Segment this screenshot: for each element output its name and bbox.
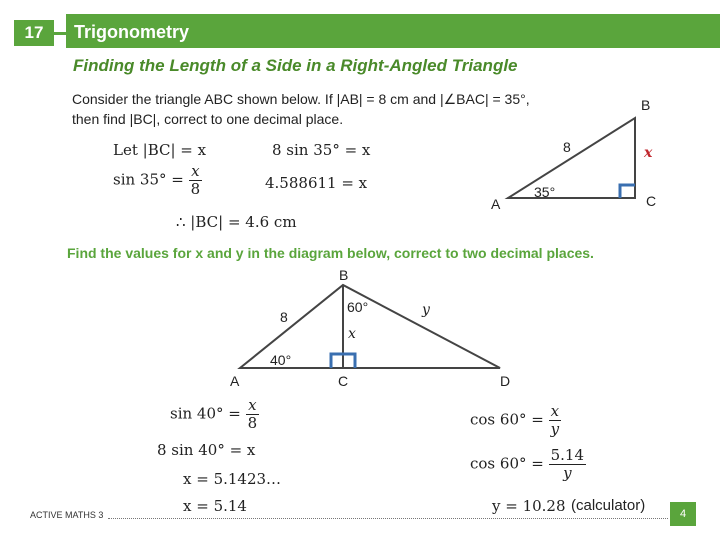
page-number-badge: 4 xyxy=(670,502,696,526)
tri2-label-x: x xyxy=(348,326,356,342)
sin40-equation xyxy=(170,397,259,432)
tri2-label-d: D xyxy=(500,373,511,389)
triangle1-shape xyxy=(508,118,635,198)
step-8sin40: 8 sin 40° = x xyxy=(157,441,256,459)
sin40-denominator: 8 xyxy=(247,414,258,432)
cos60-numerator-1: x xyxy=(549,403,561,421)
section-subtitle: Finding the Length of a Side in a Right-Angled Triangle xyxy=(73,56,518,75)
tri2-label-c: C xyxy=(338,373,349,389)
tri2-label-b: B xyxy=(339,267,349,283)
cos60-numerator-2: 5.14 xyxy=(550,446,585,464)
cos60-fraction-1 xyxy=(549,403,561,438)
tri1-label-unknown: x xyxy=(644,145,653,161)
sin40-numerator: x xyxy=(246,397,260,415)
fraction xyxy=(189,163,203,198)
tri2-label-angle-b: 60° xyxy=(347,299,369,315)
sin40-fraction xyxy=(246,397,260,432)
sin35-left: sin 35° = xyxy=(113,170,184,189)
step-x-5-14: x = 5.14 xyxy=(183,497,247,515)
sin35-equation xyxy=(113,163,202,198)
chapter-number: 17 xyxy=(14,20,54,46)
header-title: Trigonometry xyxy=(74,22,190,42)
fraction-numerator: x xyxy=(189,163,203,181)
footer-book-title: ACTIVE MATHS 3 xyxy=(30,510,104,520)
tri1-label-side: 8 xyxy=(563,139,571,155)
calculator-note: (calculator) xyxy=(571,497,646,514)
problem-line-1: Consider the triangle ABC shown below. If |AB| = 8 cm and |∠BAC| = 35°, xyxy=(72,91,530,107)
tri2-label-a: A xyxy=(230,373,240,389)
triangle2-right-angle-right-icon xyxy=(343,354,355,368)
cos60-left-1: cos 60° = xyxy=(470,410,544,429)
step-4588611: 4.588611 = x xyxy=(265,174,368,192)
cos60-fraction-2 xyxy=(549,447,586,482)
fraction-denominator: 8 xyxy=(190,180,201,198)
triangle1-right-angle-icon xyxy=(620,185,635,198)
task2-instruction: Find the values for x and y in the diagram below, correct to two decimal places. xyxy=(67,245,594,261)
tri1-label-a: A xyxy=(491,196,501,212)
cos60-denominator-1: y xyxy=(550,420,560,438)
tri1-label-angle: 35° xyxy=(534,184,556,200)
sin40-left: sin 40° = xyxy=(170,404,241,423)
step-x-5-1423: x = 5.1423… xyxy=(183,470,282,488)
tri2-label-angle-a: 40° xyxy=(270,352,292,368)
tri1-label-b: B xyxy=(641,97,651,113)
result-y: y = 10.28 xyxy=(492,497,566,515)
tri2-label-side: 8 xyxy=(280,309,288,325)
tri2-label-y: y xyxy=(422,302,430,318)
cos60-equation-2 xyxy=(470,447,586,482)
cos60-equation-1 xyxy=(470,403,561,438)
step-8sin35: 8 sin 35° = x xyxy=(272,141,371,159)
tri1-label-c: C xyxy=(646,193,657,209)
footer-dotted-line xyxy=(108,518,668,519)
cos60-denominator-2: y xyxy=(563,464,572,482)
let-statement: Let |BC| = x xyxy=(113,141,207,159)
triangle2-right-angle-left-icon xyxy=(331,354,343,368)
problem-line-2: then find |BC|, correct to one decimal place. xyxy=(72,111,344,127)
answer-bc: ∴ |BC| = 4.6 cm xyxy=(176,213,297,231)
cos60-left-2: cos 60° = xyxy=(470,454,544,473)
